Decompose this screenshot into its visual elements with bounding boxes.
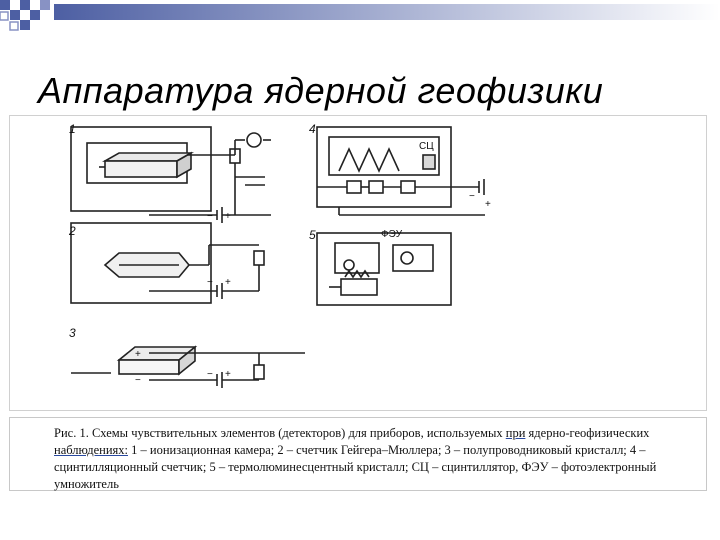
caption-text-4: наблюдениях: — [54, 443, 128, 457]
caption-text-2: при — [505, 426, 526, 440]
detector-schematics-figure — [9, 115, 707, 411]
label-feu: ФЭУ — [381, 229, 403, 240]
sign-minus-crystal: − — [135, 375, 141, 386]
sign-plus-2: + — [225, 277, 231, 288]
panel-number-3: 3 — [69, 326, 76, 340]
panel-number-5: 5 — [309, 228, 316, 242]
sign-plus-crystal: + — [135, 349, 141, 360]
sign-minus-1: − — [207, 211, 213, 222]
sign-plus-1: + — [225, 211, 231, 222]
sign-minus-4: − — [469, 191, 475, 202]
sign-plus-4: + — [485, 199, 491, 210]
slide-title: Аппаратура ядерной геофизики — [38, 70, 604, 111]
caption-text-1: Рис. 1. Схемы чувствительных элементов (детекторов) для приборов, используемых — [54, 426, 506, 440]
sign-minus-3: − — [207, 369, 213, 380]
caption-text-5: 1 – ионизационная камера; 2 – счетчик Гейгера–Мюллера; 3 – полупроводниковый кристалл; 4 – сцинтилляционный счетчик; 5 – термолюминесцентный кристалл; СЦ – сцинтиллятор, ФЭУ – фотоэлектронный умножитель — [54, 443, 657, 491]
caption-text-3: ядерно-геофизических — [525, 426, 650, 440]
panel-number-2: 2 — [69, 224, 76, 238]
panel-number-4: 4 — [309, 122, 316, 136]
decorative-header — [0, 0, 720, 40]
label-sc: СЦ — [419, 141, 434, 152]
sign-minus-2: − — [207, 277, 213, 288]
sign-plus-3: + — [225, 369, 231, 380]
figure-caption — [54, 425, 674, 493]
panel-number-1: 1 — [69, 122, 76, 136]
